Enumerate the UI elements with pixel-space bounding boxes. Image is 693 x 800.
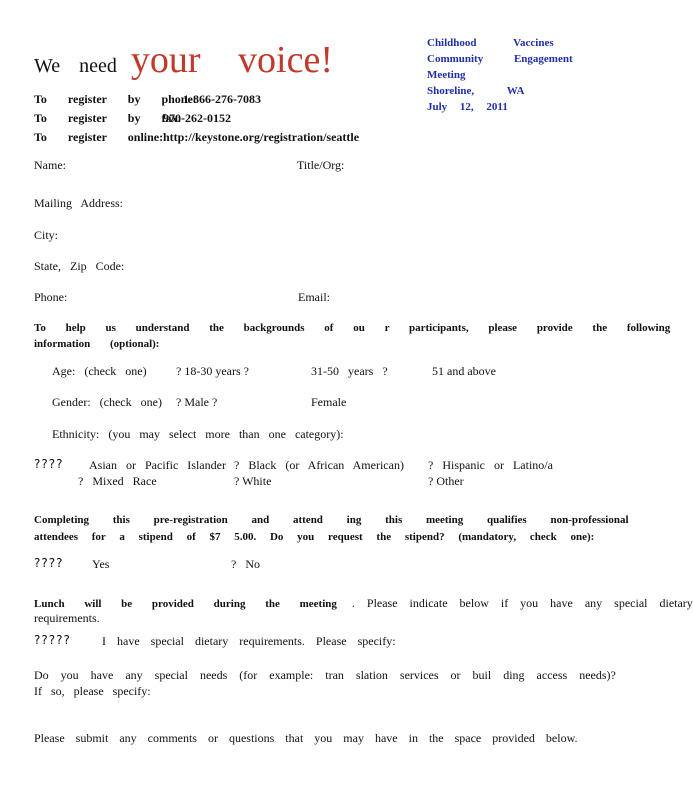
- age-option-18-30[interactable]: ? 18-30 years ?: [176, 364, 249, 378]
- lunch-rest-text: . Please indicate below if you have any special dietary: [351, 596, 693, 610]
- lunch-checkboxes[interactable]: ?????: [34, 633, 71, 647]
- email-field[interactable]: [334, 288, 588, 304]
- meeting-line-4: Shoreline, WA: [427, 85, 525, 97]
- background-intro-line-2: information (optional):: [34, 338, 160, 350]
- age-label: Age: (check one): [52, 364, 147, 378]
- ethnicity-label: Ethnicity: (you may select more than one category):: [52, 427, 344, 441]
- stipend-line-2: attendees for a stipend of $7 5.00. Do you request the stipend? (mandatory, check one):: [34, 531, 595, 543]
- register-phone-value: 1-866-276-7083: [183, 92, 261, 106]
- name-field[interactable]: [70, 156, 290, 172]
- state-zip-field[interactable]: [128, 257, 588, 273]
- email-label: Email:: [298, 290, 330, 304]
- name-label: Name:: [34, 158, 66, 172]
- register-online-value: http://keystone.org/registration/seattle: [163, 130, 360, 144]
- state-zip-label: State, Zip Code:: [34, 259, 125, 273]
- ethnicity-option-hispanic[interactable]: ? Hispanic or Latino/a: [428, 458, 553, 472]
- phone-field[interactable]: [72, 288, 292, 304]
- ethnicity-checkboxes[interactable]: ????: [34, 457, 64, 471]
- city-label: City:: [34, 228, 59, 242]
- register-fax-label: To register by fax:: [34, 111, 182, 125]
- lunch-bold-text: Lunch will be provided during the meeting: [34, 598, 337, 610]
- meeting-line-2: Community Engagement: [427, 53, 573, 65]
- ethnicity-option-other[interactable]: ? Other: [428, 474, 464, 488]
- headline: [34, 38, 333, 82]
- stipend-option-no[interactable]: ? No: [231, 557, 260, 571]
- needs-field[interactable]: [150, 682, 580, 716]
- stipend-option-yes[interactable]: Yes: [92, 557, 110, 571]
- lunch-option-dietary[interactable]: I have special dietary requirements. Please specify:: [102, 634, 396, 648]
- mailing-address-field[interactable]: [128, 194, 588, 210]
- ethnicity-option-white[interactable]: ? White: [234, 474, 272, 488]
- meeting-line-1: Childhood Vaccines: [427, 37, 554, 49]
- needs-line-1: Do you have any special needs (for example: tran slation services or buil ding access needs)?: [34, 668, 616, 682]
- age-option-31-50[interactable]: 31-50 years ?: [311, 364, 388, 378]
- ethnicity-option-asian[interactable]: Asian or Pacific Islander: [89, 458, 226, 472]
- register-online-label: To register online:: [34, 130, 164, 144]
- ethnicity-option-mixed[interactable]: ? Mixed Race: [78, 474, 157, 488]
- city-field[interactable]: [64, 226, 584, 242]
- meeting-line-5: July 12, 2011: [427, 101, 508, 113]
- meeting-line-3: Meeting: [427, 69, 466, 81]
- comments-line: Please submit any comments or questions that you may have in the space provided below.: [34, 731, 578, 745]
- gender-option-male[interactable]: ? Male ?: [176, 395, 218, 409]
- headline-prefix: We need: [34, 55, 117, 77]
- title-org-field[interactable]: [348, 156, 588, 172]
- stipend-checkboxes[interactable]: ????: [34, 556, 64, 570]
- gender-option-female[interactable]: Female: [311, 395, 347, 409]
- headline-emphasis: your voice!: [130, 39, 334, 81]
- register-fax-value: 970-262-0152: [163, 111, 231, 125]
- title-org-label: Title/Org:: [297, 158, 345, 172]
- background-intro-line-1: To help us understand the backgrounds of ou r participants, please provide the following: [34, 322, 671, 334]
- lunch-line-1: [34, 596, 693, 611]
- comments-field[interactable]: [34, 750, 584, 794]
- ethnicity-option-black[interactable]: ? Black (or African American): [234, 458, 404, 472]
- age-option-51-above[interactable]: 51 and above: [432, 364, 496, 378]
- needs-line-2: If so, please specify:: [34, 684, 151, 698]
- phone-label: Phone:: [34, 290, 68, 304]
- lunch-line-2: requirements.: [34, 611, 100, 625]
- meeting-info: [427, 35, 573, 115]
- mailing-address-label: Mailing Address:: [34, 196, 123, 210]
- gender-label: Gender: (check one): [52, 395, 162, 409]
- register-phone-label: To register by phone:: [34, 92, 197, 106]
- stipend-line-1: Completing this pre-registration and attend ing this meeting qualifies non-professional: [34, 514, 629, 526]
